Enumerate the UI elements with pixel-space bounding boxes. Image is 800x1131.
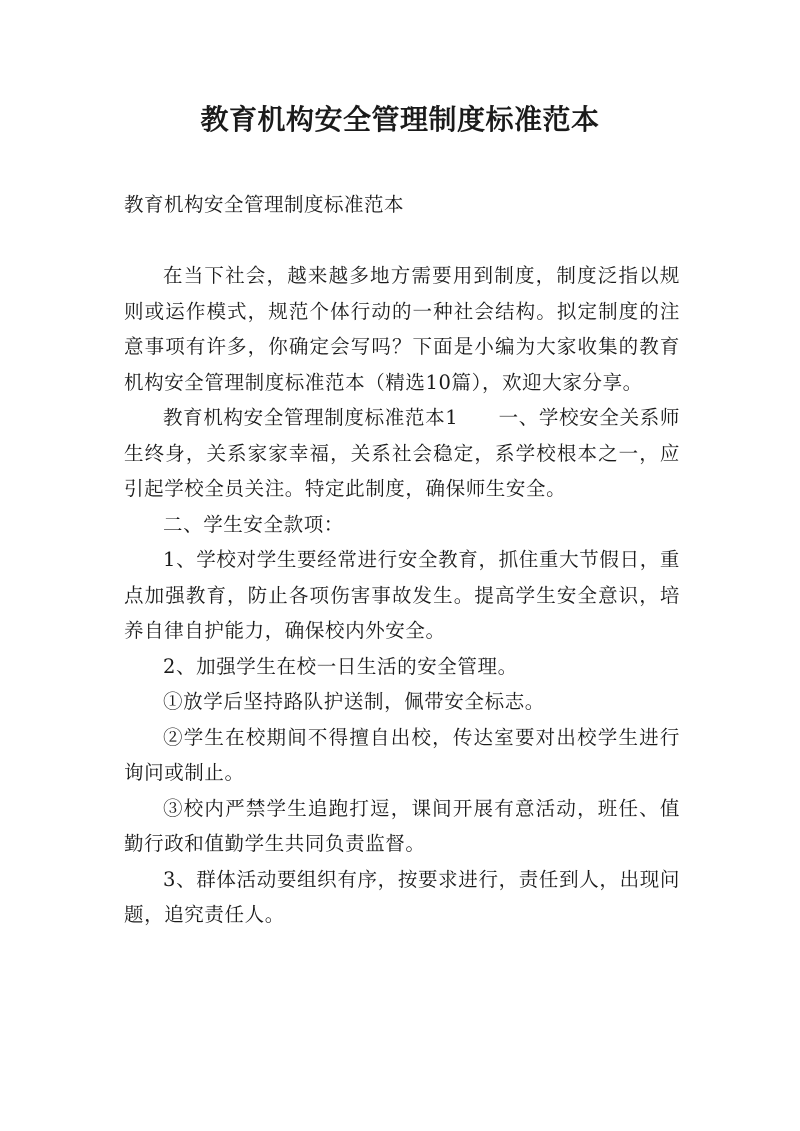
document-subtitle: 教育机构安全管理制度标准范本 — [124, 193, 405, 216]
document-title: 教育机构安全管理制度标准范本 — [200, 103, 600, 136]
document-body — [124, 258, 680, 933]
paragraph-item-2: 2、加强学生在校一日生活的安全管理。 — [163, 654, 518, 678]
paragraph-item-1: 1、学校对学生要经常进行安全教育，抓住重大节假日，重点加强教育，防止各项伤害事故发生。提高学生安全意识，培养自律自护能力，确保校内外安全。 — [124, 548, 680, 642]
paragraph-item-3: 3、群体活动要组织有序，按要求进行，责任到人，出现问题，追究责任人。 — [124, 867, 680, 926]
paragraph-section-1: 教育机构安全管理制度标准范本1 一、学校安全关系师生终身，关系家家幸福，关系社会稳定，系学校根本之一，应引起学校全员关注。特定此制度，确保师生安全。 — [124, 406, 680, 500]
paragraph-intro: 在当下社会，越来越多地方需要用到制度，制度泛指以规则或运作模式，规范个体行动的一种社会结构。拟定制度的注意事项有许多，你确定会写吗？下面是小编为大家收集的教育机构安全管理制度标准范本（精选10篇），欢迎大家分享。 — [124, 264, 680, 394]
paragraph-subitem-2: ②学生在校期间不得擅自出校，传达室要对出校学生进行询问或制止。 — [124, 725, 680, 784]
paragraph-heading-student-safety: 二、学生安全款项： — [163, 512, 344, 536]
paragraph-subitem-1: ①放学后坚持路队护送制，佩带安全标志。 — [163, 690, 545, 713]
paragraph-subitem-3: ③校内严禁学生追跑打逗，课间开展有意活动，班任、值勤行政和值勤学生共同负责监督。 — [124, 796, 680, 855]
